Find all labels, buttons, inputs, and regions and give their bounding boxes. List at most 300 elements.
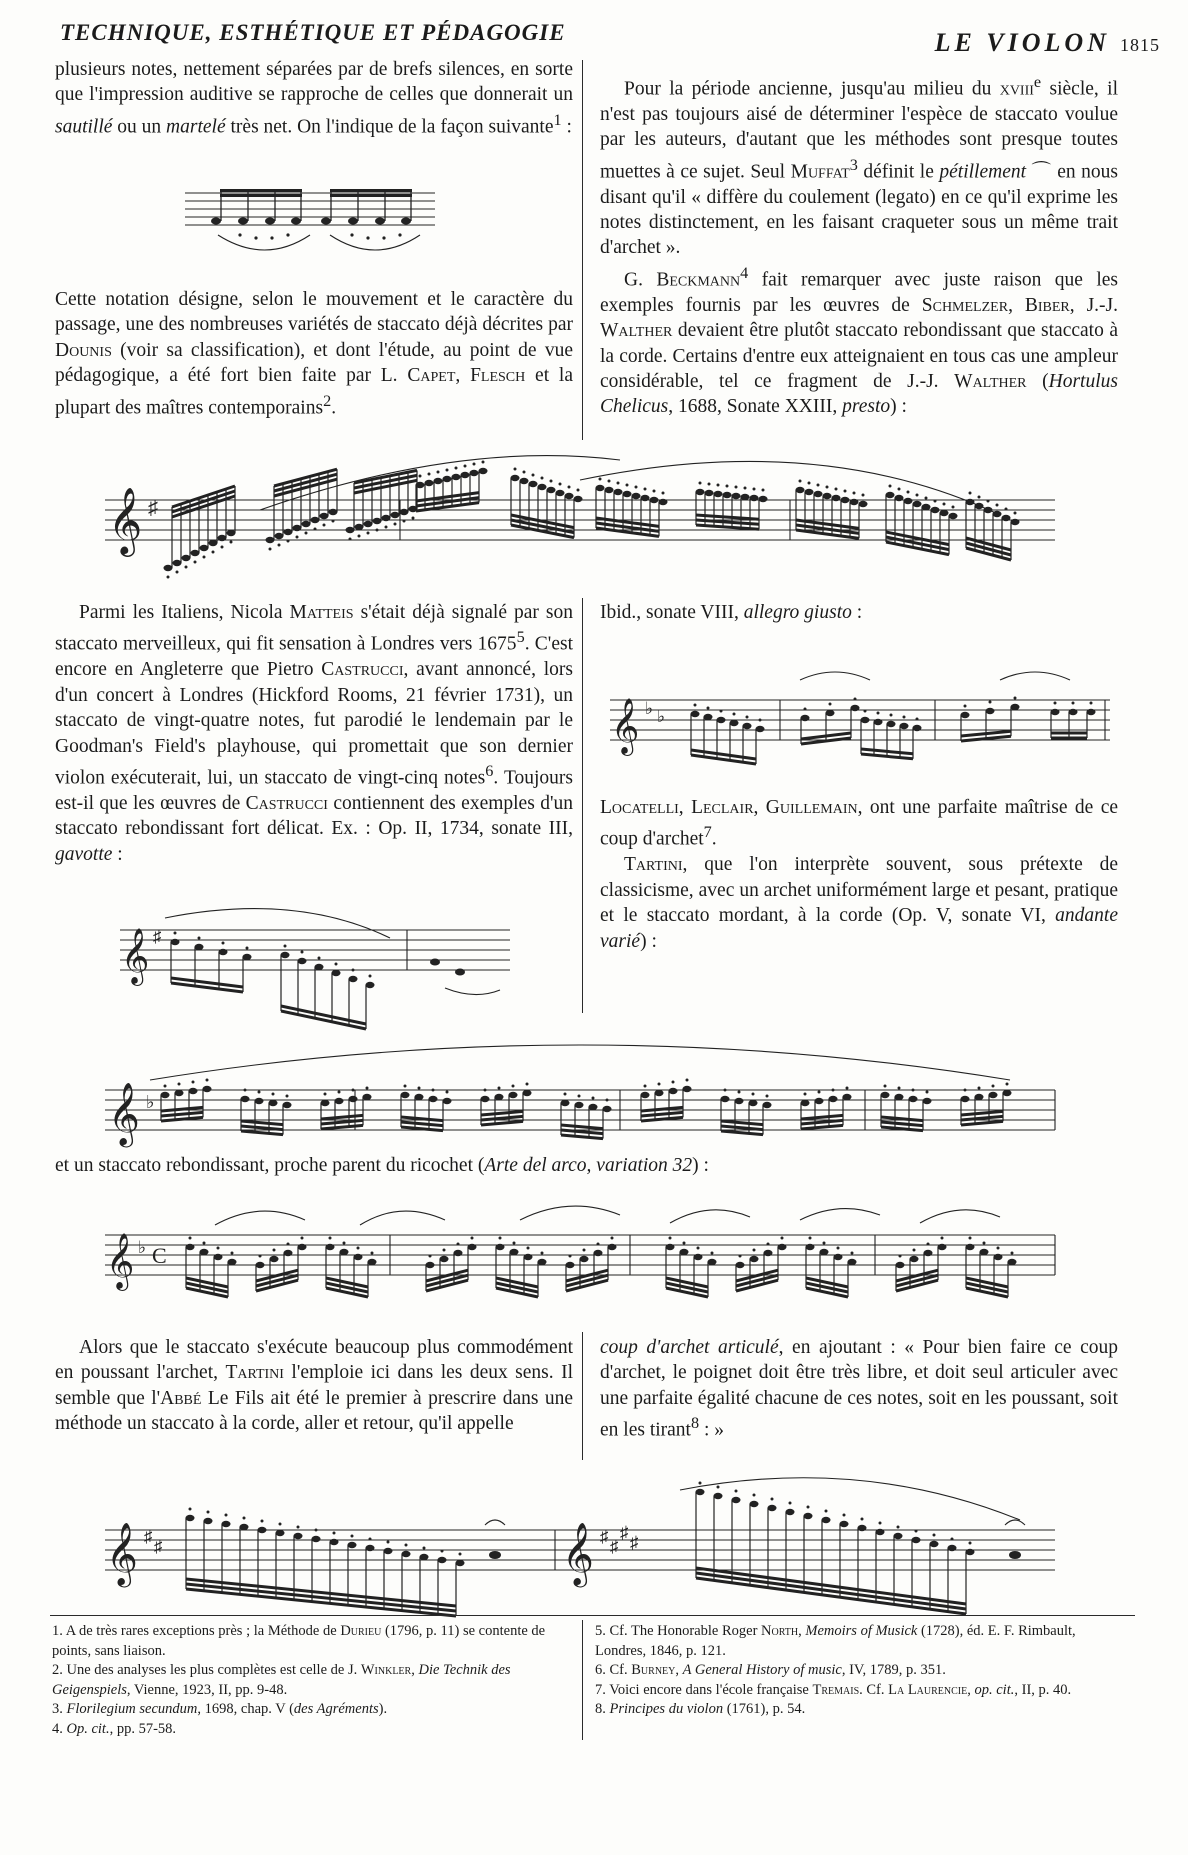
note-head	[426, 1262, 435, 1268]
staccato-dot	[739, 1255, 742, 1258]
staccato-dot	[1005, 508, 1008, 511]
note-head	[470, 470, 479, 476]
beam	[186, 1584, 456, 1611]
note-head	[666, 1244, 675, 1250]
staccato-dot	[913, 1249, 916, 1252]
staccato-dot	[818, 1091, 821, 1094]
beam	[801, 1120, 843, 1124]
note-head	[650, 497, 659, 503]
note-head	[556, 490, 565, 496]
note-head	[429, 1096, 438, 1102]
staccato-dot	[343, 1242, 346, 1245]
note-head	[161, 1092, 170, 1098]
staccato-dot	[315, 1529, 318, 1532]
staccato-dot	[192, 1081, 195, 1084]
note-head	[243, 954, 252, 960]
staccato-dot	[934, 500, 937, 503]
staccato-dot	[222, 942, 225, 945]
footnote: 4. Op. cit., pp. 57-58.	[52, 1720, 177, 1737]
note-head	[989, 1092, 998, 1098]
note-head	[391, 512, 400, 518]
staccato-dot	[978, 496, 981, 499]
note-head	[258, 1527, 267, 1533]
note-head	[373, 518, 382, 524]
note-head	[455, 969, 465, 976]
note-head	[368, 1259, 377, 1265]
staccato-dot	[243, 1517, 246, 1520]
note-head	[326, 1244, 335, 1250]
svg-text:𝄞: 𝄞	[106, 1524, 138, 1584]
note-head	[900, 723, 909, 729]
staccato-dot	[837, 1247, 840, 1250]
note-head	[895, 495, 904, 501]
svg-text:♯: ♯	[620, 1523, 629, 1542]
paragraph: Alors que le staccato s'exécute beaucoup plus commodément en poussant l'archet, Tartini l'emploie ici dans les deux sens. Il semble que l'Abbé Le Fils ait été le premier à prescrire dans une méthode un staccato à la corde, aller et retour, qu'il appelle	[55, 1337, 574, 1435]
note-head	[523, 1090, 532, 1096]
staccato-dot	[332, 520, 335, 523]
staccato-dot	[699, 482, 702, 485]
note-head	[806, 1244, 815, 1250]
staccato-dot	[258, 1091, 261, 1094]
paragraph: Parmi les Italiens, Nicola Matteis s'était déjà signalé par son staccato merveilleux, qui fit sensation à Londres vers 1675$^5$. C'est encore en Angleterre que Pietro Castrucci, avant annoncé, lors d'un concert à Londres (Hickford Rooms, 21 février 1731), un staccato de vingt-quatre notes, fut parodié le lendemain par le Goodman's Field's playhouse, qui promettait que son dernier violon exécuterait, lui, un staccato de vingt-cinq notes$^6$. Toujours est-il que les œuvres de Castrucci contiennent des exemples d'un staccato rebondissant fort délicat. Ex. : Op. II, 1734, sonate III, gavotte :	[55, 602, 573, 865]
note-head	[511, 475, 520, 481]
staccato-dot	[746, 716, 749, 719]
svg-text:♭: ♭	[657, 707, 666, 726]
beam	[696, 1568, 966, 1604]
note-head	[993, 511, 1002, 517]
staccato-dot	[862, 494, 865, 497]
note-head	[529, 481, 538, 487]
note-head	[401, 1092, 410, 1098]
note-head	[335, 1098, 344, 1104]
note-head	[704, 714, 713, 720]
note-head	[801, 715, 810, 721]
staccato-dot	[446, 469, 449, 472]
note-head	[171, 939, 180, 945]
note-head	[861, 717, 870, 723]
staccato-dot	[369, 975, 372, 978]
staccato-dot	[817, 484, 820, 487]
staccato-dot	[526, 1083, 529, 1086]
note-head	[764, 1250, 773, 1256]
note-head	[495, 1094, 504, 1100]
beam	[721, 1126, 763, 1130]
staccato-dot	[369, 1538, 372, 1541]
note-head	[850, 499, 859, 505]
note-head	[182, 555, 191, 561]
staccato-dot	[592, 1097, 595, 1100]
note-head	[986, 708, 995, 714]
staccato-dot	[513, 1242, 516, 1245]
beam	[241, 1121, 283, 1125]
beam	[881, 1122, 923, 1126]
note-head	[1011, 704, 1020, 710]
page-number: 1815	[1120, 35, 1160, 55]
note-head	[355, 524, 364, 530]
note-head	[1003, 1090, 1012, 1096]
paragraph: plusieurs notes, nettement séparées par de brefs silences, en sorte que l'impression auditive se rapproche de celles que donnerait un sautillé ou un martelé très net. On l'indique de la façon suivante$^1$ :	[55, 59, 573, 138]
staccato-dot	[287, 540, 290, 543]
column-right-c	[600, 1335, 1118, 1443]
note-head	[348, 1542, 357, 1548]
staccato-dot	[1090, 702, 1093, 705]
staccato-dot	[464, 465, 467, 468]
staccato-dot	[829, 703, 832, 706]
staccato-dot	[484, 1089, 487, 1092]
note-head	[829, 1096, 838, 1102]
note-head	[315, 964, 324, 970]
staccato-dot	[352, 969, 355, 972]
staccato-dot	[644, 1085, 647, 1088]
running-header-title: LE VIOLON	[934, 28, 1110, 57]
staccato-dot	[457, 1243, 460, 1246]
note-head	[922, 504, 931, 510]
note-head	[736, 1262, 745, 1268]
note-head	[796, 487, 805, 493]
note-head	[332, 970, 341, 976]
staccato-dot	[854, 698, 857, 701]
note-head	[425, 480, 434, 486]
staccato-dot	[899, 1255, 902, 1258]
note-head	[841, 497, 850, 503]
staccato-dot	[541, 477, 544, 480]
staccato-dot	[351, 1535, 354, 1538]
staccato-dot	[583, 1249, 586, 1252]
staccato-dot	[482, 461, 485, 464]
note-head	[913, 501, 922, 507]
note-head	[283, 1102, 292, 1108]
staccato-dot	[809, 1237, 812, 1240]
note-head	[832, 495, 841, 501]
column-rule-middle	[582, 598, 583, 1013]
staccato-dot	[443, 1249, 446, 1252]
staccato-dot	[569, 1255, 572, 1258]
note-head	[966, 499, 975, 505]
column-right-a	[600, 70, 1118, 420]
staccato-dot	[404, 1085, 407, 1088]
staccato-dot	[405, 1544, 408, 1547]
note-head	[659, 499, 668, 505]
beam	[561, 1135, 603, 1139]
note-head	[547, 487, 556, 493]
staccato-dot	[568, 486, 571, 489]
note-head	[858, 1525, 867, 1531]
note-head	[683, 1086, 692, 1092]
staccato-dot	[717, 484, 720, 487]
staccato-dot	[877, 712, 880, 715]
footnote: 7. Voici encore dans l'école française Tremais. Cf. La Laurencie, op. cit., II, p. 40.	[595, 1681, 1072, 1698]
staccato-dot	[907, 491, 910, 494]
footnote: 6. Cf. Burney, A General History of music, IV, 1789, p. 351.	[595, 1662, 946, 1679]
note-head	[961, 712, 970, 718]
staccato-dot	[371, 1252, 374, 1255]
note-head	[430, 959, 440, 966]
staccato-dot	[753, 1494, 756, 1497]
music-example-arte-del-arco	[100, 1195, 1060, 1315]
note-head	[275, 533, 284, 539]
staccato-dot	[357, 1247, 360, 1250]
note-head	[632, 493, 641, 499]
staccato-dot	[246, 947, 249, 950]
footnote: 8. Principes du violon (1761), p. 54.	[595, 1701, 806, 1718]
music-example-staccato-notation	[180, 185, 440, 265]
staccato-dot	[541, 1252, 544, 1255]
staccato-dot	[766, 1095, 769, 1098]
note-head	[750, 1501, 759, 1507]
staccato-dot	[808, 482, 811, 485]
note-head	[966, 1244, 975, 1250]
staccato-dot	[653, 490, 656, 493]
staccato-dot	[997, 1247, 1000, 1250]
staccato-dot	[1006, 1083, 1009, 1086]
footnote: 1. A de très rares exceptions près ; la Méthode de Durieu (1796, p. 11) se contente de points, sans liaison.	[52, 1623, 546, 1659]
staccato-dot	[884, 1085, 887, 1088]
staccato-dot	[185, 566, 188, 569]
staccato-dot	[301, 951, 304, 954]
svg-text:♯: ♯	[148, 497, 158, 519]
staccato-dot	[286, 1095, 289, 1098]
note-head	[714, 1493, 723, 1499]
staccato-dot	[989, 701, 992, 704]
staccato-dot	[231, 1252, 234, 1255]
staccato-dot	[403, 520, 406, 523]
note-head	[416, 482, 425, 488]
staccato-dot	[272, 1093, 275, 1096]
staccato-dot	[823, 1242, 826, 1245]
note-head	[696, 489, 705, 495]
staccato-dot	[349, 538, 352, 541]
staccato-dot	[724, 1089, 727, 1092]
note-head	[443, 1098, 452, 1104]
note-head	[786, 1509, 795, 1515]
staccato-dot	[683, 1242, 686, 1245]
svg-text:𝄞: 𝄞	[562, 1524, 594, 1584]
note-head	[896, 1262, 905, 1268]
staccato-dot	[890, 714, 893, 717]
note-head	[975, 1094, 984, 1100]
staccato-dot	[1072, 702, 1075, 705]
note-head	[759, 496, 768, 502]
staccato-dot	[194, 561, 197, 564]
note-head	[218, 535, 227, 541]
svg-text:♯: ♯	[153, 927, 162, 946]
beam	[801, 1115, 843, 1119]
note-head	[228, 1259, 237, 1265]
note-head	[1051, 709, 1060, 715]
note-head	[209, 540, 218, 546]
beam	[161, 1112, 203, 1116]
footnotes-right	[595, 1622, 1117, 1720]
staccato-dot	[333, 1532, 336, 1535]
staccato-dot	[1014, 697, 1017, 700]
staccato-dot	[523, 471, 526, 474]
svg-text:𝄞: 𝄞	[108, 488, 143, 553]
staccato-dot	[323, 524, 326, 527]
staccato-dot	[278, 544, 281, 547]
svg-text:♯: ♯	[154, 1537, 163, 1556]
staccato-dot	[189, 1237, 192, 1240]
staccato-dot	[473, 463, 476, 466]
staccato-dot	[217, 1247, 220, 1250]
note-head	[801, 1100, 810, 1106]
note-head	[349, 1096, 358, 1102]
staccato-dot	[423, 1547, 426, 1550]
staccato-dot	[206, 1079, 209, 1082]
note-head	[750, 495, 759, 501]
svg-text:𝄞: 𝄞	[106, 1235, 135, 1288]
note-head	[452, 474, 461, 480]
note-head	[255, 1098, 264, 1104]
note-head	[603, 1106, 612, 1112]
paragraph: coup d'archet articulé, en ajoutant : « Pour bien faire ce coup d'archet, le poignet doit être très libre, et doit seul articuler avec une parfaite égalité chacune de ces notes, soit en les poussant, soit en les tirant$^8$ : »	[600, 1337, 1118, 1441]
staccato-dot	[672, 1081, 675, 1084]
note-head	[420, 1554, 429, 1560]
note-head	[721, 1096, 730, 1102]
beam	[721, 1131, 763, 1135]
staccato-dot	[825, 1510, 828, 1513]
note-head	[641, 1092, 650, 1098]
note-head	[200, 1249, 209, 1255]
staccato-dot	[916, 494, 919, 497]
staccato-dot	[244, 1089, 247, 1092]
note-head	[820, 1249, 829, 1255]
staccato-dot	[720, 710, 723, 713]
note-head	[741, 494, 750, 500]
staccato-dot	[1014, 512, 1017, 515]
staccato-dot	[964, 705, 967, 708]
beam	[241, 1131, 283, 1135]
staccato-dot	[708, 483, 711, 486]
note-head	[204, 1518, 213, 1524]
note-head	[575, 1102, 584, 1108]
note-head	[743, 723, 752, 729]
staccato-dot	[273, 1249, 276, 1252]
staccato-dot	[279, 1523, 282, 1526]
column-rule-lower	[582, 1332, 583, 1460]
staccato-dot	[889, 485, 892, 488]
note-head	[298, 958, 307, 964]
note-head	[321, 1100, 330, 1106]
note-head	[402, 1551, 411, 1557]
beam	[561, 1125, 603, 1129]
note-head	[669, 1088, 678, 1094]
note-head	[730, 720, 739, 726]
staccato-dot	[735, 486, 738, 489]
staccato-dot	[164, 1085, 167, 1088]
staccato-dot	[626, 484, 629, 487]
note-head	[778, 1244, 787, 1250]
note-head	[895, 1094, 904, 1100]
staccato-dot	[318, 957, 321, 960]
staccato-dot	[983, 1242, 986, 1245]
staccato-dot	[335, 963, 338, 966]
staccato-dot	[915, 1530, 918, 1533]
note-head	[479, 468, 488, 474]
note-head	[565, 493, 574, 499]
staccato-dot	[735, 1490, 738, 1493]
note-head	[311, 517, 320, 523]
staccato-dot	[418, 1087, 421, 1090]
staccato-dot	[826, 486, 829, 489]
note-head	[1008, 1259, 1017, 1265]
staccato-dot	[978, 1087, 981, 1090]
note-head	[186, 1515, 195, 1521]
note-head	[605, 487, 614, 493]
note-head	[940, 510, 949, 516]
note-head	[840, 1521, 849, 1527]
staccato-dot	[804, 1093, 807, 1096]
svg-text:𝄞: 𝄞	[121, 930, 150, 983]
staccato-dot	[762, 489, 765, 492]
note-head	[886, 492, 895, 498]
note-head	[949, 513, 958, 519]
column-left-c	[55, 1335, 573, 1437]
note-head	[270, 1256, 279, 1262]
staccato-dot	[459, 1553, 462, 1556]
beam	[481, 1121, 523, 1125]
note-head	[732, 1497, 741, 1503]
note-head	[826, 710, 835, 716]
staccato-dot	[550, 480, 553, 483]
note-head	[481, 1096, 490, 1102]
staccato-dot	[897, 1526, 900, 1529]
note-head	[382, 515, 391, 521]
note-head	[608, 1244, 617, 1250]
beam	[401, 1122, 443, 1126]
staccato-dot	[789, 1502, 792, 1505]
svg-text:♯: ♯	[144, 1527, 153, 1546]
note-head	[1087, 709, 1096, 715]
staccato-dot	[441, 1550, 444, 1553]
column-left-a	[55, 57, 573, 140]
music-example-abbe-le-fils	[100, 1460, 1060, 1590]
beam	[321, 1125, 363, 1129]
staccato-dot	[296, 536, 299, 539]
svg-text:C: C	[152, 1243, 167, 1268]
note-head	[749, 1100, 758, 1106]
note-head	[284, 1250, 293, 1256]
note-head	[346, 527, 355, 533]
note-head	[320, 513, 329, 519]
staccato-dot	[864, 710, 867, 713]
staccato-dot	[617, 482, 620, 485]
staccato-dot	[964, 1089, 967, 1092]
staccato-dot	[437, 471, 440, 474]
note-head	[489, 1551, 501, 1559]
note-head	[1009, 1551, 1021, 1559]
note-head	[814, 491, 823, 497]
staccato-dot	[284, 945, 287, 948]
staccato-dot	[259, 1255, 262, 1258]
staccato-dot	[428, 473, 431, 476]
note-head	[834, 1254, 843, 1260]
staccato-dot	[669, 1237, 672, 1240]
staccato-dot	[212, 551, 215, 554]
svg-text:𝄞: 𝄞	[108, 1084, 140, 1144]
note-head	[1069, 709, 1078, 715]
note-head	[454, 1250, 463, 1256]
staccato-dot	[933, 1534, 936, 1537]
paragraph: Tartini, que l'on interprète souvent, sous prétexte de classicisme, avec un archet uniformément large et pesant, pratique et le staccato mordant, à la corde (Op. V, sonate VI, andante varié) :	[600, 854, 1118, 952]
staccato-dot	[644, 488, 647, 491]
note-head	[735, 1098, 744, 1104]
note-head	[822, 1517, 831, 1523]
staccato-dot	[992, 1085, 995, 1088]
staccato-dot	[498, 1087, 501, 1090]
staccato-dot	[324, 1093, 327, 1096]
staccato-dot	[912, 1089, 915, 1092]
note-head	[876, 1529, 885, 1535]
